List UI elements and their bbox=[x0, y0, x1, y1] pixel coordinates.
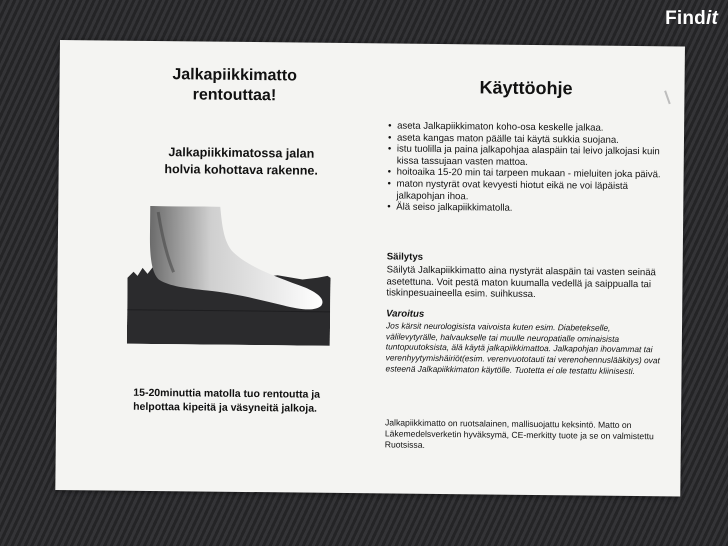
list-item: • aseta kangas maton päälle tai käytä sukkia suojana. bbox=[388, 132, 678, 147]
warning-text: Jos kärsit neurologisista vaivoista kuten esim. Diabetekselle, välilevytyrälle, halvaukselle tai muulle neuropatialle ominaisista tuntopuutoksista, älä käytä jalkapiikkimattoa. Jalkapohjan ihovammat tai verenhyytymishäiriöt(esim. verenvuototauti tai verenohennuslääkitys) ovat esteenä Jalkapiikkimaton käytölle. Tuotetta ei ole testattu kliinisesti. bbox=[385, 320, 660, 376]
origin-text: Jalkapiikkimatto on ruotsalainen, mallisuojattu keksintö. Matto on Läkemedelsverketin hyväksymä, CE-merkitty tuote ja se on valmistettu Ruotsissa. bbox=[384, 417, 654, 450]
warning-heading: Varoitus bbox=[386, 308, 425, 320]
findit-logo: Findit bbox=[665, 8, 718, 29]
list-item: • hoitoaika 15-20 min tai tarpeen mukaan - mieluiten joka päivä. bbox=[388, 167, 678, 182]
list-item: • Älä seiso jalkapiikkimatolla. bbox=[387, 202, 677, 217]
storage-heading: Säilytys bbox=[386, 251, 424, 263]
list-item: • aseta Jalkapiikkimaton koho-osa keskelle jalkaa. bbox=[388, 120, 678, 135]
list-item: • maton nystyrät ovat kevyesti hiotut eikä ne voi läpäistä jalkapohjan ihoa. bbox=[387, 178, 677, 204]
list-item: • istu tuolilla ja paina jalkapohjaa alaspäin tai leivo jalkojasi kuin kissa tassujaan vasten mattoa. bbox=[388, 144, 678, 170]
left-bottom-text: 15-20minuttia matolla tuo rentoutta ja helpottaa kipeitä ja väsyneitä jalkoja. bbox=[133, 386, 321, 415]
paper-crease bbox=[664, 90, 671, 104]
left-title: Jalkapiikkimatto rentouttaa! bbox=[172, 66, 297, 105]
instructions-list bbox=[387, 120, 678, 216]
foot-on-mat-illustration bbox=[127, 206, 331, 346]
left-subtitle: Jalkapiikkimatossa jalan holvia kohottava rakenne. bbox=[164, 145, 318, 178]
flyer-sheet bbox=[55, 40, 685, 497]
storage-text: Säilytä Jalkapiikkimatto aina nystyrät alaspäin tai vasten seinää asetettuna. Voit pestä maton kuumalla vedellä ja saippualla tai tiskinpesuaineella esim. suihkussa. bbox=[386, 264, 656, 301]
instructions-title: Käyttöohje bbox=[479, 77, 573, 99]
